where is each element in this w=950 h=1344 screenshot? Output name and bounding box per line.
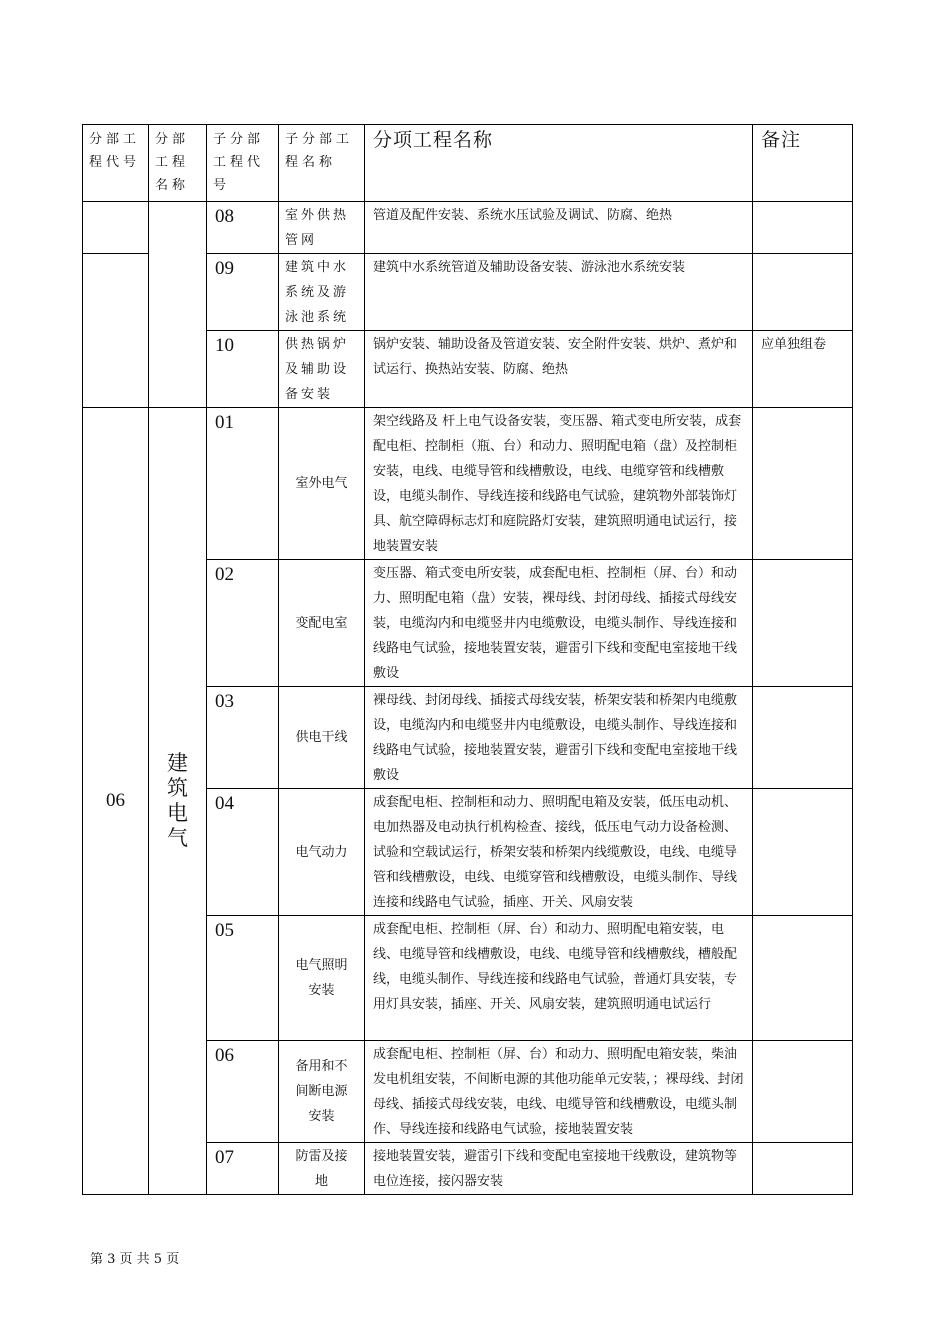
item-description: 锅炉安装、辅助设备及管道安装、安全附件安装、烘炉、煮炉和试运行、换热站安装、防腐、绝热: [365, 331, 753, 408]
item-description: 成套配电柜、控制柜和动力、照明配电箱及安装，低压电动机、电加热器及电动执行机构检查、接线，低压电气动力设备检测、试验和空载试运行，桥架安装和桥架内线缆敷设，电线、电缆导管和线槽敷设，电线、电缆穿管和线槽敷设，电缆头制作、导线连接和线路电气试验，插座、开关、风扇安装: [365, 789, 753, 916]
item-description: 裸母线、封闭母线、插接式母线安装，桥架安装和桥架内电缆敷设，电缆沟内和电缆竖井内电缆敷设，电缆头制作、导线连接和线路电气试验，接地装置安装，避雷引下线和变配电室接地干线敷设: [365, 687, 753, 789]
subdivision-code: 02: [207, 560, 279, 687]
page-number-footer: 第 3 页 共 5 页: [90, 1252, 180, 1267]
remarks-cell: 应单独组卷: [753, 331, 853, 408]
division-name-char: 气: [167, 826, 188, 850]
subdivision-code: 07: [207, 1143, 279, 1195]
remarks-cell: [753, 408, 853, 560]
subdivision-name: 电气动力: [279, 789, 365, 916]
table-row: [83, 408, 853, 560]
item-description: 变压器、箱式变电所安装，成套配电柜、控制柜（屏、台）和动力、照明配电箱（盘）安装，裸母线、封闭母线、插接式母线安装，电缆沟内和电缆竖井内电缆敷设，电缆头制作、导线连接和线路电气试验，接地装置安装，避雷引下线和变配电室接地干线敷设: [365, 560, 753, 687]
table-row: [83, 202, 853, 254]
division-name: [149, 408, 207, 1195]
table-header-row: [83, 125, 853, 202]
subdivision-code: 04: [207, 789, 279, 916]
division-code: 06: [83, 408, 149, 1195]
header-division-code: 分部工程代号: [83, 125, 149, 202]
subdivision-code: 09: [207, 254, 279, 331]
division-name-char: 筑: [167, 776, 188, 800]
subdivision-name: 电气照明安装: [279, 916, 365, 1041]
empty-cell: [83, 254, 149, 408]
subdivision-code: 08: [207, 202, 279, 254]
remarks-cell: [753, 789, 853, 916]
header-remarks: 备注: [753, 125, 853, 202]
subdivision-code: 01: [207, 408, 279, 560]
subdivision-name: 室外供热管网: [279, 202, 365, 254]
subdivision-name: 备用和不间断电源安装: [279, 1041, 365, 1143]
item-description: 管道及配件安装、系统水压试验及调试、防腐、绝热: [365, 202, 753, 254]
division-name-char: 电: [167, 801, 188, 825]
division-name-char: 建: [167, 751, 188, 775]
subdivision-code: 10: [207, 331, 279, 408]
subdivision-name: 室外电气: [279, 408, 365, 560]
remarks-cell: [753, 1041, 853, 1143]
empty-cell: [149, 202, 207, 408]
item-description: 成套配电柜、控制柜（屏、台）和动力、照明配电箱安装，电线、电缆导管和线槽敷设，电线、电缆导管和线槽敷线，槽般配线，电缆头制作、导线连接和线路电气试验，普通灯具安装，专用灯具安装，插座、开关、风扇安装，建筑照明通电试运行: [365, 916, 753, 1041]
remarks-cell: [753, 687, 853, 789]
subdivision-code: 05: [207, 916, 279, 1041]
subdivision-code: 03: [207, 687, 279, 789]
subdivision-name: 供电干线: [279, 687, 365, 789]
subdivision-name: 建筑中水系统及游泳池系统: [279, 254, 365, 331]
engineering-division-table: [82, 124, 853, 1195]
header-item-name: 分项工程名称: [365, 125, 753, 202]
item-description: 建筑中水系统管道及辅助设备安装、游泳池水系统安装: [365, 254, 753, 331]
remarks-cell: [753, 202, 853, 254]
header-division-name: 分部工程名称: [149, 125, 207, 202]
subdivision-name: 变配电室: [279, 560, 365, 687]
empty-cell: [83, 202, 149, 254]
subdivision-code: 06: [207, 1041, 279, 1143]
remarks-cell: [753, 560, 853, 687]
item-description: 接地装置安装，避雷引下线和变配电室接地干线敷设，建筑物等电位连接，接闪器安装: [365, 1143, 753, 1195]
item-description: 架空线路及 杆上电气设备安装，变压器、箱式变电所安装，成套配电柜、控制柜（瓶、台）和动力、照明配电箱（盘）及控制柜安装，电线、电缆导管和线槽敷设，电线、电缆穿管和线槽敷设，电缆头制作、导线连接和线路电气试验，建筑物外部装饰灯具、航空障碍标志灯和庭院路灯安装，建筑照明通电试运行，接地装置安装: [365, 408, 753, 560]
header-subdivision-code: 子分部工程代号: [207, 125, 279, 202]
remarks-cell: [753, 1143, 853, 1195]
remarks-cell: [753, 916, 853, 1041]
remarks-cell: [753, 254, 853, 331]
header-subdivision-name: 子分部工程名称: [279, 125, 365, 202]
subdivision-name: 供热锅炉及辅助设备安装: [279, 331, 365, 408]
subdivision-name: 防雷及接地: [279, 1143, 365, 1195]
item-description: 成套配电柜、控制柜（屏、台）和动力、照明配电箱安装，柴油发电机组安装，不间断电源的其他功能单元安装，；裸母线、封闭母线、插接式母线安装，电线、电缆导管和线槽敷设，电缆头制作、导线连接和线路电气试验，接地装置安装: [365, 1041, 753, 1143]
